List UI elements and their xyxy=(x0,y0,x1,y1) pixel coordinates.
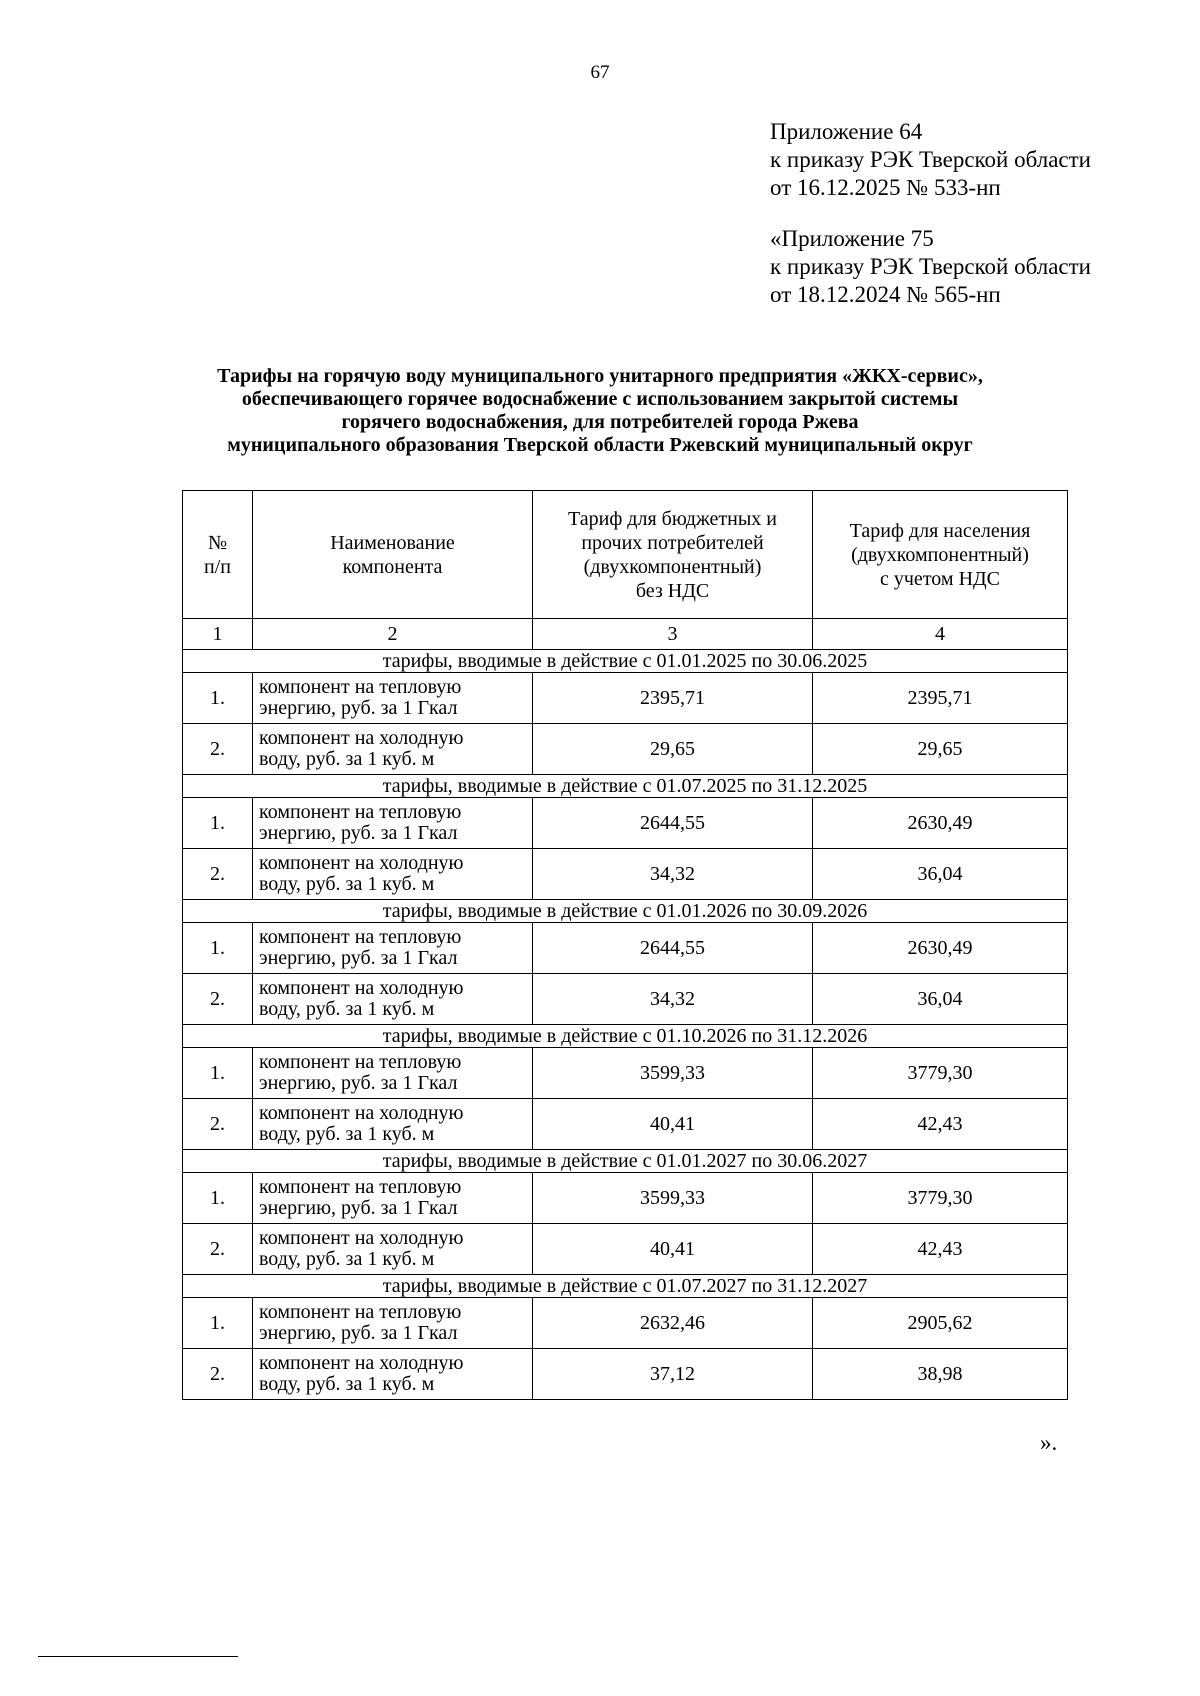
row-budget-tariff: 3599,33 xyxy=(533,1173,813,1224)
row-population-tariff: 2630,49 xyxy=(813,798,1068,849)
row-name-line1: компонент на холодную xyxy=(259,852,464,874)
row-name-line1: компонент на тепловую xyxy=(259,1051,462,1073)
row-name-line2: воду, руб. за 1 куб. м xyxy=(259,1123,435,1145)
row-num: 2. xyxy=(183,849,253,900)
header-name-line1: Наименование xyxy=(330,531,455,554)
appendix-current-line1: Приложение 64 xyxy=(770,119,923,144)
row-population-tariff: 36,04 xyxy=(813,974,1068,1025)
column-index-1: 1 xyxy=(183,619,253,650)
row-population-tariff: 38,98 xyxy=(813,1349,1068,1400)
header-budget-line2: прочих потребителей xyxy=(581,531,764,554)
footnote-divider xyxy=(38,1656,238,1657)
row-name-line1: компонент на холодную xyxy=(259,977,464,999)
row-population-tariff: 29,65 xyxy=(813,724,1068,775)
row-population-tariff: 36,04 xyxy=(813,849,1068,900)
row-name xyxy=(253,1298,533,1349)
header-name xyxy=(253,491,533,619)
title-line2: обеспечивающего горячее водоснабжение с использованием закрытой системы xyxy=(241,388,959,410)
closing-quote: ». xyxy=(1040,1430,1058,1455)
period-label: тарифы, вводимые в действие с 01.01.2025 по 30.06.2025 xyxy=(183,650,1068,673)
row-num: 1. xyxy=(183,1298,253,1349)
row-budget-tariff: 2644,55 xyxy=(533,798,813,849)
row-budget-tariff: 29,65 xyxy=(533,724,813,775)
column-index-4: 4 xyxy=(813,619,1068,650)
row-budget-tariff: 37,12 xyxy=(533,1349,813,1400)
row-num: 2. xyxy=(183,1349,253,1400)
table-row xyxy=(183,798,1068,849)
period-label: тарифы, вводимые в действие с 01.07.2025 по 31.12.2025 xyxy=(183,775,1068,798)
period-label: тарифы, вводимые в действие с 01.07.2027 по 31.12.2027 xyxy=(183,1275,1068,1298)
period-row xyxy=(183,650,1068,673)
table-row xyxy=(183,849,1068,900)
table-header-row xyxy=(183,491,1068,619)
row-budget-tariff: 34,32 xyxy=(533,849,813,900)
row-name-line1: компонент на холодную xyxy=(259,1352,464,1374)
row-num: 2. xyxy=(183,724,253,775)
row-name-line2: воду, руб. за 1 куб. м xyxy=(259,998,435,1020)
row-name xyxy=(253,724,533,775)
appendix-original-line3: от 18.12.2024 № 565-нп xyxy=(770,282,1001,307)
row-name xyxy=(253,1048,533,1099)
table-row xyxy=(183,1349,1068,1400)
row-name xyxy=(253,849,533,900)
row-name-line2: энергию, руб. за 1 Гкал xyxy=(259,947,458,969)
table-row xyxy=(183,1048,1068,1099)
row-budget-tariff: 40,41 xyxy=(533,1099,813,1150)
period-row xyxy=(183,775,1068,798)
header-num xyxy=(183,491,253,619)
row-num: 1. xyxy=(183,798,253,849)
appendix-original-line1: «Приложение 75 xyxy=(770,226,934,251)
row-num: 1. xyxy=(183,1048,253,1099)
row-name-line2: энергию, руб. за 1 Гкал xyxy=(259,1197,458,1219)
header-budget xyxy=(533,491,813,619)
title-line4: муниципального образования Тверской области Ржевский муниципальный округ xyxy=(227,434,973,456)
row-name-line2: воду, руб. за 1 куб. м xyxy=(259,1248,435,1270)
row-num: 1. xyxy=(183,673,253,724)
period-row xyxy=(183,1275,1068,1298)
row-budget-tariff: 2644,55 xyxy=(533,923,813,974)
header-budget-line1: Тариф для бюджетных и xyxy=(568,507,777,530)
row-name xyxy=(253,1224,533,1275)
row-population-tariff: 42,43 xyxy=(813,1224,1068,1275)
table-row xyxy=(183,974,1068,1025)
row-name xyxy=(253,1099,533,1150)
row-name-line1: компонент на тепловую xyxy=(259,1301,462,1323)
row-num: 2. xyxy=(183,1099,253,1150)
period-row xyxy=(183,1025,1068,1048)
row-num: 2. xyxy=(183,1224,253,1275)
table-row xyxy=(183,1298,1068,1349)
row-name xyxy=(253,1173,533,1224)
row-name-line1: компонент на холодную xyxy=(259,727,464,749)
period-row xyxy=(183,1150,1068,1173)
row-name-line2: энергию, руб. за 1 Гкал xyxy=(259,697,458,719)
row-name xyxy=(253,974,533,1025)
column-index-3: 3 xyxy=(533,619,813,650)
row-name xyxy=(253,673,533,724)
header-population-line3: с учетом НДС xyxy=(880,567,1000,590)
row-name-line1: компонент на тепловую xyxy=(259,801,462,823)
row-budget-tariff: 2395,71 xyxy=(533,673,813,724)
header-num-line2: п/п xyxy=(204,555,231,578)
row-name-line1: компонент на тепловую xyxy=(259,676,462,698)
row-num: 1. xyxy=(183,1173,253,1224)
row-num: 2. xyxy=(183,974,253,1025)
table-row xyxy=(183,1173,1068,1224)
title-line3: горячего водоснабжения, для потребителей города Ржева xyxy=(341,411,859,433)
row-population-tariff: 42,43 xyxy=(813,1099,1068,1150)
appendix-current-line2: к приказу РЭК Тверской области xyxy=(770,147,1091,172)
row-budget-tariff: 3599,33 xyxy=(533,1048,813,1099)
document-title xyxy=(150,365,1050,457)
appendix-original-line2: к приказу РЭК Тверской области xyxy=(770,254,1091,279)
header-budget-line4: без НДС xyxy=(635,579,710,602)
row-name-line2: энергию, руб. за 1 Гкал xyxy=(259,1072,458,1094)
row-name-line1: компонент на тепловую xyxy=(259,1176,462,1198)
table-row xyxy=(183,673,1068,724)
table-row xyxy=(183,1099,1068,1150)
appendix-current-line3: от 16.12.2025 № 533-нп xyxy=(770,175,1001,200)
row-population-tariff: 3779,30 xyxy=(813,1173,1068,1224)
row-population-tariff: 3779,30 xyxy=(813,1048,1068,1099)
row-name-line2: энергию, руб. за 1 Гкал xyxy=(259,822,458,844)
header-population xyxy=(813,491,1068,619)
row-population-tariff: 2395,71 xyxy=(813,673,1068,724)
period-label: тарифы, вводимые в действие с 01.10.2026 по 31.12.2026 xyxy=(183,1025,1068,1048)
header-population-line2: (двухкомпонентный) xyxy=(851,543,1029,566)
row-name-line1: компонент на тепловую xyxy=(259,926,462,948)
period-label: тарифы, вводимые в действие с 01.01.2026 по 30.09.2026 xyxy=(183,900,1068,923)
row-name-line2: воду, руб. за 1 куб. м xyxy=(259,748,435,770)
title-line1: Тарифы на горячую воду муниципального унитарного предприятия «ЖКХ-сервис», xyxy=(217,365,983,387)
period-row xyxy=(183,900,1068,923)
column-index-2: 2 xyxy=(253,619,533,650)
row-population-tariff: 2905,62 xyxy=(813,1298,1068,1349)
header-num-line1: № xyxy=(207,531,228,554)
period-label: тарифы, вводимые в действие с 01.01.2027 по 30.06.2027 xyxy=(183,1150,1068,1173)
row-name-line1: компонент на холодную xyxy=(259,1102,464,1124)
row-budget-tariff: 34,32 xyxy=(533,974,813,1025)
row-name-line2: воду, руб. за 1 куб. м xyxy=(259,1373,435,1395)
row-name xyxy=(253,923,533,974)
header-budget-line3: (двухкомпонентный) xyxy=(583,555,762,578)
row-budget-tariff: 2632,46 xyxy=(533,1298,813,1349)
row-name xyxy=(253,798,533,849)
row-name xyxy=(253,1349,533,1400)
header-population-line1: Тариф для населения xyxy=(849,519,1031,542)
appendix-original xyxy=(770,225,1091,309)
row-name-line2: воду, руб. за 1 куб. м xyxy=(259,873,435,895)
header-name-line2: компонента xyxy=(342,555,443,578)
row-name-line1: компонент на холодную xyxy=(259,1227,464,1249)
column-index-row xyxy=(183,619,1068,650)
table-row xyxy=(183,923,1068,974)
tariff-table xyxy=(182,490,1068,1400)
row-population-tariff: 2630,49 xyxy=(813,923,1068,974)
table-row xyxy=(183,1224,1068,1275)
appendix-current xyxy=(770,118,1091,202)
row-name-line2: энергию, руб. за 1 Гкал xyxy=(259,1322,458,1344)
row-num: 1. xyxy=(183,923,253,974)
table-row xyxy=(183,724,1068,775)
page-number: 67 xyxy=(590,62,610,83)
row-budget-tariff: 40,41 xyxy=(533,1224,813,1275)
